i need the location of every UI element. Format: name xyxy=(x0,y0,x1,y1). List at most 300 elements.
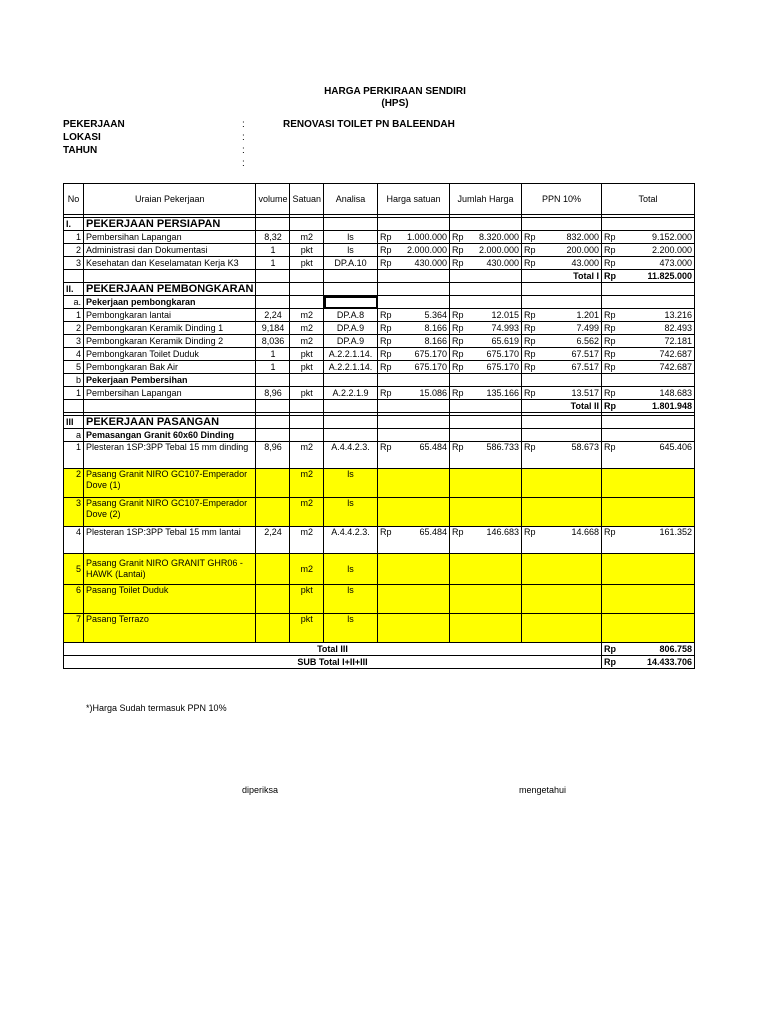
table-row xyxy=(64,614,695,643)
empty-cell xyxy=(256,429,290,442)
amount-value: 675.170 xyxy=(414,348,448,359)
item-ppn xyxy=(522,361,602,374)
currency-label: Rp xyxy=(604,309,616,320)
item-harga-satuan xyxy=(378,309,450,322)
item-jumlah-harga xyxy=(450,527,522,554)
empty-cell xyxy=(290,283,324,296)
item-total xyxy=(602,442,695,469)
empty-cell xyxy=(378,498,450,527)
item-volume: 2,24 xyxy=(256,527,290,554)
item-volume: 1 xyxy=(256,361,290,374)
currency-label: Rp xyxy=(604,257,616,268)
currency-label: Rp xyxy=(604,643,617,654)
field-colon: : xyxy=(242,132,245,143)
item-analisa: ls xyxy=(324,614,378,643)
field-colon: : xyxy=(242,119,245,130)
col-header-analisa: Analisa xyxy=(324,184,378,215)
table-row xyxy=(64,585,695,614)
item-ppn xyxy=(522,231,602,244)
item-unit: m2 xyxy=(290,527,324,554)
table-row xyxy=(64,527,695,554)
empty-cell xyxy=(522,498,602,527)
item-total xyxy=(602,244,695,257)
item-total xyxy=(602,361,695,374)
item-analisa: DP.A.10 xyxy=(324,257,378,270)
currency-label: Rp xyxy=(604,387,616,398)
currency-label: Rp xyxy=(380,231,392,242)
item-description: Pasang Granit NIRO GC107-Emperador Dove (1) xyxy=(84,469,256,498)
table-row xyxy=(64,387,695,400)
currency-label: Rp xyxy=(524,309,536,320)
empty-cell xyxy=(450,585,522,614)
col-header-satuan: Satuan xyxy=(290,184,324,215)
empty-cell xyxy=(290,270,324,283)
empty-cell xyxy=(256,296,290,309)
empty-cell xyxy=(522,429,602,442)
currency-label: Rp xyxy=(452,244,464,255)
section-row xyxy=(64,218,695,231)
currency-label: Rp xyxy=(524,442,536,452)
item-analisa: ls xyxy=(324,554,378,585)
col-header-uraian: Uraian Pekerjaan xyxy=(84,184,256,215)
amount-value: 473.000 xyxy=(659,257,693,268)
empty-cell xyxy=(290,429,324,442)
currency-label: Rp xyxy=(452,348,464,359)
empty-cell xyxy=(290,296,324,309)
amount-value: 14.668 xyxy=(571,527,600,537)
table-row xyxy=(64,231,695,244)
subsection-title: Pekerjaan pembongkaran xyxy=(84,296,256,309)
item-harga-satuan xyxy=(378,257,450,270)
empty-cell xyxy=(522,469,602,498)
total-III-row xyxy=(64,643,695,656)
item-number: 1 xyxy=(64,442,84,469)
col-header-harga-satuan: Harga satuan xyxy=(378,184,450,215)
currency-label: Rp xyxy=(380,442,392,452)
empty-cell xyxy=(324,416,378,429)
amount-value: 2.200.000 xyxy=(651,244,693,255)
item-volume: 8,96 xyxy=(256,387,290,400)
empty-cell xyxy=(450,614,522,643)
item-number: 3 xyxy=(64,335,84,348)
section-number: II. xyxy=(64,283,84,296)
item-total xyxy=(602,527,695,554)
item-harga-satuan xyxy=(378,361,450,374)
currency-label: Rp xyxy=(452,387,464,398)
item-total xyxy=(602,335,695,348)
grand-total-value xyxy=(602,643,695,656)
table-row xyxy=(64,361,695,374)
item-number: 4 xyxy=(64,527,84,554)
item-unit: pkt xyxy=(290,387,324,400)
amount-value: 82.493 xyxy=(664,322,693,333)
amount-value: 72.181 xyxy=(664,335,693,346)
empty-cell xyxy=(324,400,378,413)
amount-value: 12.015 xyxy=(491,309,520,320)
item-number: 1 xyxy=(64,309,84,322)
amount-value: 430.000 xyxy=(486,257,520,268)
item-harga-satuan xyxy=(378,335,450,348)
subsection-number: a. xyxy=(64,296,84,309)
item-analisa: A.2.2.1.9 xyxy=(324,387,378,400)
empty-cell xyxy=(450,469,522,498)
amount-value: 13.216 xyxy=(664,309,693,320)
currency-label: Rp xyxy=(452,361,464,372)
empty-cell xyxy=(522,614,602,643)
sub-total-row xyxy=(64,656,695,669)
currency-label: Rp xyxy=(604,442,616,452)
currency-label: Rp xyxy=(380,244,392,255)
item-unit: m2 xyxy=(290,442,324,469)
table-row xyxy=(64,335,695,348)
total-I-row xyxy=(64,270,695,283)
item-harga-satuan xyxy=(378,348,450,361)
table-row xyxy=(64,244,695,257)
empty-cell xyxy=(450,270,522,283)
item-description: Plesteran 1SP:3PP Tebal 15 mm dinding xyxy=(84,442,256,469)
empty-cell xyxy=(378,554,450,585)
empty-cell xyxy=(378,429,450,442)
empty-cell xyxy=(378,218,450,231)
item-unit: m2 xyxy=(290,335,324,348)
item-analisa: A.4.4.2.3. xyxy=(324,442,378,469)
item-description: Pembongkaran lantai xyxy=(84,309,256,322)
item-unit: m2 xyxy=(290,309,324,322)
item-total xyxy=(602,387,695,400)
currency-label: Rp xyxy=(524,348,536,359)
empty-cell xyxy=(378,270,450,283)
amount-value: 15.086 xyxy=(419,387,448,398)
currency-label: Rp xyxy=(452,257,464,268)
item-volume: 8,32 xyxy=(256,231,290,244)
col-header-jumlah-harga: Jumlah Harga xyxy=(450,184,522,215)
section-title: PEKERJAAN PERSIAPAN xyxy=(84,218,256,231)
item-description: Pembongkaran Bak Air xyxy=(84,361,256,374)
empty-cell xyxy=(324,283,378,296)
amount-value: 742.687 xyxy=(659,361,693,372)
item-unit: m2 xyxy=(290,322,324,335)
item-ppn xyxy=(522,335,602,348)
empty-cell xyxy=(602,614,695,643)
currency-label: Rp xyxy=(604,244,616,255)
item-number: 7 xyxy=(64,614,84,643)
amount-value: 67.517 xyxy=(571,361,600,372)
item-analisa: DP.A.8 xyxy=(324,309,378,322)
section-row xyxy=(64,416,695,429)
currency-label: Rp xyxy=(452,309,464,320)
currency-label: Rp xyxy=(524,361,536,372)
field-colon: : xyxy=(242,145,245,156)
item-analisa: ls xyxy=(324,585,378,614)
amount-value: 1.201 xyxy=(576,309,600,320)
empty-cell xyxy=(256,374,290,387)
amount-value: 8.166 xyxy=(424,322,448,333)
item-analisa: ls xyxy=(324,469,378,498)
amount-value: 7.499 xyxy=(576,322,600,333)
amount-value: 148.683 xyxy=(659,387,693,398)
item-jumlah-harga xyxy=(450,442,522,469)
amount-value: 65.484 xyxy=(419,527,448,537)
currency-label: Rp xyxy=(380,387,392,398)
col-header-no: No xyxy=(64,184,84,215)
subsection-row xyxy=(64,429,695,442)
amount-value: 5.364 xyxy=(424,309,448,320)
item-ppn xyxy=(522,442,602,469)
document-subtitle: (HPS) xyxy=(381,98,409,109)
amount-value: 8.320.000 xyxy=(478,231,520,242)
amount-value: 2.000.000 xyxy=(478,244,520,255)
currency-label: Rp xyxy=(604,527,616,537)
item-description: Pembongkaran Keramik Dinding 1 xyxy=(84,322,256,335)
table-row xyxy=(64,348,695,361)
subsection-title: Pemasangan Granit 60x60 Dinding xyxy=(84,429,256,442)
field-label-tahun: TAHUN xyxy=(63,145,98,156)
item-ppn xyxy=(522,348,602,361)
item-volume xyxy=(256,554,290,585)
subsection-row xyxy=(64,374,695,387)
section-number: III xyxy=(64,416,84,429)
currency-label: Rp xyxy=(524,257,536,268)
item-description: Pembersihan Lapangan xyxy=(84,387,256,400)
empty-cell xyxy=(290,374,324,387)
currency-label: Rp xyxy=(380,527,392,537)
amount-value: 1.000.000 xyxy=(406,231,448,242)
empty-cell xyxy=(602,374,695,387)
item-ppn xyxy=(522,309,602,322)
table-row xyxy=(64,442,695,469)
item-number: 2 xyxy=(64,244,84,257)
currency-label: Rp xyxy=(380,309,392,320)
item-total xyxy=(602,322,695,335)
currency-label: Rp xyxy=(452,527,464,537)
item-ppn xyxy=(522,387,602,400)
currency-label: Rp xyxy=(524,322,536,333)
subtotal-label: Total II xyxy=(522,400,602,413)
item-description: Pasang Terrazo xyxy=(84,614,256,643)
item-harga-satuan xyxy=(378,442,450,469)
subsection-number: b xyxy=(64,374,84,387)
item-number: 4 xyxy=(64,348,84,361)
item-analisa: ls xyxy=(324,498,378,527)
item-volume: 1 xyxy=(256,257,290,270)
empty-cell xyxy=(290,400,324,413)
item-description: Administrasi dan Dokumentasi xyxy=(84,244,256,257)
subtotal-value xyxy=(602,400,695,413)
amount-value: 14.433.706 xyxy=(646,656,693,667)
item-analisa: A.2.2.1.14. xyxy=(324,348,378,361)
currency-label: Rp xyxy=(604,348,616,359)
item-analisa: ls xyxy=(324,231,378,244)
empty-cell xyxy=(378,283,450,296)
currency-label: Rp xyxy=(452,231,464,242)
currency-label: Rp xyxy=(604,361,616,372)
grand-total-label: Total III xyxy=(64,643,602,656)
subtotal-value xyxy=(602,270,695,283)
empty-cell xyxy=(450,218,522,231)
currency-label: Rp xyxy=(452,322,464,333)
item-volume: 1 xyxy=(256,348,290,361)
empty-cell xyxy=(450,400,522,413)
amount-value: 1.801.948 xyxy=(651,400,693,411)
item-harga-satuan xyxy=(378,231,450,244)
hps-table-body xyxy=(64,184,695,669)
item-ppn xyxy=(522,244,602,257)
empty-cell xyxy=(450,296,522,309)
empty-cell xyxy=(522,374,602,387)
table-row xyxy=(64,257,695,270)
item-unit: pkt xyxy=(290,348,324,361)
field-label-lokasi: LOKASI xyxy=(63,132,101,143)
item-description: Pembersihan Lapangan xyxy=(84,231,256,244)
amount-value: 806.758 xyxy=(659,643,693,654)
item-ppn xyxy=(522,322,602,335)
item-description: Kesehatan dan Keselamatan Kerja K3 xyxy=(84,257,256,270)
currency-label: Rp xyxy=(452,335,464,346)
item-harga-satuan xyxy=(378,387,450,400)
section-title: PEKERJAAN PEMBONGKARAN xyxy=(84,283,256,296)
signature-mengetahui: mengetahui xyxy=(519,785,567,795)
empty-cell xyxy=(522,283,602,296)
item-number: 3 xyxy=(64,498,84,527)
currency-label: Rp xyxy=(452,442,464,452)
empty-cell xyxy=(378,400,450,413)
currency-label: Rp xyxy=(524,244,536,255)
empty-cell xyxy=(64,400,84,413)
hps-table xyxy=(63,183,695,669)
amount-value: 43.000 xyxy=(571,257,600,268)
empty-cell xyxy=(602,469,695,498)
empty-cell xyxy=(378,296,450,309)
amount-value: 675.170 xyxy=(486,361,520,372)
field-colon: : xyxy=(242,158,245,169)
item-volume: 1 xyxy=(256,244,290,257)
item-jumlah-harga xyxy=(450,231,522,244)
item-jumlah-harga xyxy=(450,348,522,361)
empty-cell xyxy=(84,270,256,283)
item-volume xyxy=(256,585,290,614)
empty-cell xyxy=(602,554,695,585)
subsection-title: Pekerjaan Pembersihan xyxy=(84,374,256,387)
amount-value: 675.170 xyxy=(414,361,448,372)
item-volume: 2,24 xyxy=(256,309,290,322)
item-description: Pasang Granit NIRO GC107-Emperador Dove (2) xyxy=(84,498,256,527)
empty-cell xyxy=(324,429,378,442)
subsection-number: a xyxy=(64,429,84,442)
item-number: 2 xyxy=(64,322,84,335)
item-jumlah-harga xyxy=(450,244,522,257)
item-jumlah-harga xyxy=(450,387,522,400)
amount-value: 13.517 xyxy=(571,387,600,398)
item-volume xyxy=(256,469,290,498)
currency-label: Rp xyxy=(604,335,616,346)
empty-cell xyxy=(324,374,378,387)
item-unit: m2 xyxy=(290,554,324,585)
empty-cell xyxy=(378,374,450,387)
item-ppn xyxy=(522,527,602,554)
empty-cell xyxy=(256,270,290,283)
item-number: 5 xyxy=(64,361,84,374)
item-description: Pasang Granit NIRO GRANIT GHR06 - HAWK (Lantai) xyxy=(84,554,256,585)
currency-label: Rp xyxy=(524,387,536,398)
item-number: 3 xyxy=(64,257,84,270)
currency-label: Rp xyxy=(604,400,617,411)
item-unit: m2 xyxy=(290,231,324,244)
amount-value: 2.000.000 xyxy=(406,244,448,255)
col-header-volume: volume xyxy=(256,184,290,215)
item-unit: pkt xyxy=(290,614,324,643)
empty-cell xyxy=(256,218,290,231)
amount-value: 9.152.000 xyxy=(651,231,693,242)
table-row xyxy=(64,469,695,498)
currency-label: Rp xyxy=(604,270,617,281)
empty-cell xyxy=(450,374,522,387)
empty-cell xyxy=(290,218,324,231)
currency-label: Rp xyxy=(604,656,617,667)
amount-value: 65.484 xyxy=(419,442,448,452)
amount-value: 832.000 xyxy=(566,231,600,242)
amount-value: 586.733 xyxy=(486,442,520,452)
currency-label: Rp xyxy=(604,322,616,333)
item-jumlah-harga xyxy=(450,257,522,270)
item-harga-satuan xyxy=(378,244,450,257)
empty-cell xyxy=(522,218,602,231)
item-number: 2 xyxy=(64,469,84,498)
empty-cell xyxy=(84,400,256,413)
total-II-row xyxy=(64,400,695,413)
item-analisa: A.4.4.2.3. xyxy=(324,527,378,554)
empty-cell xyxy=(378,585,450,614)
currency-label: Rp xyxy=(604,231,616,242)
item-volume: 9,184 xyxy=(256,322,290,335)
empty-cell xyxy=(450,416,522,429)
currency-label: Rp xyxy=(380,322,392,333)
empty-cell xyxy=(602,296,695,309)
item-total xyxy=(602,257,695,270)
item-unit: pkt xyxy=(290,585,324,614)
item-analisa: A.2.2.1.14. xyxy=(324,361,378,374)
item-number: 5 xyxy=(64,554,84,585)
empty-cell xyxy=(602,416,695,429)
table-row xyxy=(64,498,695,527)
empty-cell xyxy=(602,283,695,296)
item-unit: pkt xyxy=(290,361,324,374)
item-harga-satuan xyxy=(378,527,450,554)
empty-cell xyxy=(256,416,290,429)
amount-value: 675.170 xyxy=(486,348,520,359)
table-row xyxy=(64,322,695,335)
empty-cell xyxy=(522,296,602,309)
section-number: I. xyxy=(64,218,84,231)
item-analisa: DP.A.9 xyxy=(324,322,378,335)
field-label-pekerjaan: PEKERJAAN xyxy=(63,119,125,130)
amount-value: 645.406 xyxy=(659,442,693,452)
item-description: Pembongkaran Toilet Duduk xyxy=(84,348,256,361)
amount-value: 135.166 xyxy=(486,387,520,398)
empty-cell xyxy=(450,498,522,527)
amount-value: 65.619 xyxy=(491,335,520,346)
empty-cell xyxy=(324,296,378,309)
empty-cell xyxy=(602,429,695,442)
amount-value: 146.683 xyxy=(486,527,520,537)
empty-cell xyxy=(522,416,602,429)
amount-value: 11.825.000 xyxy=(647,270,693,281)
currency-label: Rp xyxy=(380,361,392,372)
amount-value: 742.687 xyxy=(659,348,693,359)
amount-value: 430.000 xyxy=(414,257,448,268)
empty-cell xyxy=(290,416,324,429)
item-jumlah-harga xyxy=(450,322,522,335)
currency-label: Rp xyxy=(524,231,536,242)
